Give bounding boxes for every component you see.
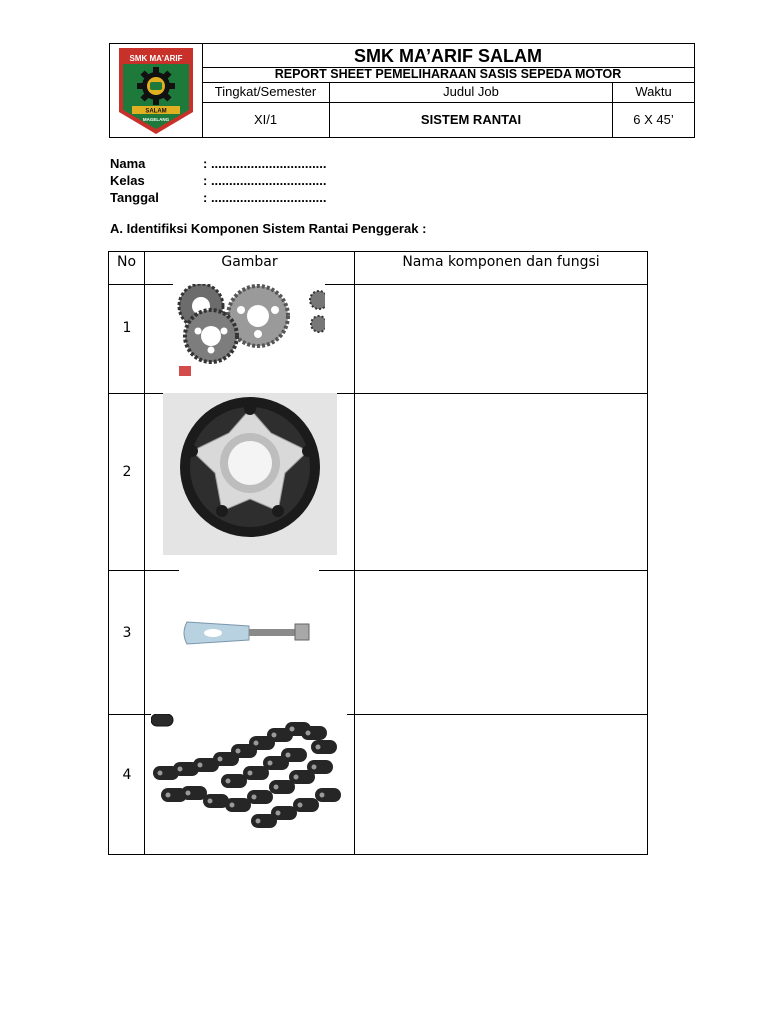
description-cell[interactable] bbox=[355, 715, 647, 854]
col-divider bbox=[144, 252, 145, 854]
header-no: No bbox=[116, 254, 137, 270]
school-title: SMK MA’ARIF SALAM bbox=[202, 44, 694, 68]
header-block bbox=[109, 43, 695, 138]
info-value-field[interactable]: : ................................ bbox=[203, 190, 327, 205]
header-nama-fungsi: Nama komponen dan fungsi bbox=[402, 254, 600, 270]
value-judul: SISTEM RANTAI bbox=[330, 103, 613, 137]
student-info bbox=[110, 155, 370, 206]
info-row-tanggal bbox=[110, 189, 370, 206]
row-number: 2 bbox=[122, 464, 132, 480]
label-tingkat: Tingkat/Semester bbox=[202, 82, 330, 102]
header-gambar: Gambar bbox=[221, 254, 278, 270]
info-value-field[interactable]: : ................................ bbox=[203, 173, 327, 188]
row-number: 4 bbox=[122, 767, 132, 783]
row-number: 1 bbox=[122, 320, 132, 336]
description-cell[interactable] bbox=[355, 394, 647, 570]
description-cell[interactable] bbox=[355, 285, 647, 393]
svg-text:MAGELANG: MAGELANG bbox=[142, 117, 170, 122]
chain-adjuster-image bbox=[179, 564, 319, 714]
sprocket-hub-image bbox=[163, 393, 337, 555]
label-waktu: Waktu bbox=[635, 84, 672, 99]
logo-cell bbox=[110, 44, 203, 137]
info-row-nama bbox=[110, 155, 370, 172]
component-table bbox=[108, 251, 648, 855]
label-judul: Judul Job bbox=[330, 82, 613, 102]
value-tingkat: XI/1 bbox=[202, 103, 330, 137]
info-label: Kelas bbox=[110, 173, 145, 188]
value-waktu: 6 X 45’ bbox=[633, 112, 674, 127]
sprockets-image bbox=[173, 284, 325, 380]
header-label-row bbox=[202, 82, 694, 103]
roller-chain-image bbox=[151, 714, 347, 834]
row-number: 3 bbox=[122, 625, 132, 641]
info-row-kelas bbox=[110, 172, 370, 189]
info-label: Nama bbox=[110, 156, 146, 171]
svg-text:SALAM: SALAM bbox=[145, 108, 167, 115]
description-cell[interactable] bbox=[355, 571, 647, 714]
section-title: A. Identifiksi Komponen Sistem Rantai Penggerak : bbox=[110, 221, 427, 236]
info-label: Tanggal bbox=[110, 190, 159, 205]
report-subtitle: REPORT SHEET PEMELIHARAAN SASIS SEPEDA MOTOR bbox=[202, 67, 694, 83]
school-logo bbox=[110, 44, 202, 137]
header-value-row bbox=[202, 103, 694, 137]
svg-text:SMK MA'ARIF: SMK MA'ARIF bbox=[129, 54, 183, 63]
info-value-field[interactable]: : ................................ bbox=[203, 156, 327, 171]
